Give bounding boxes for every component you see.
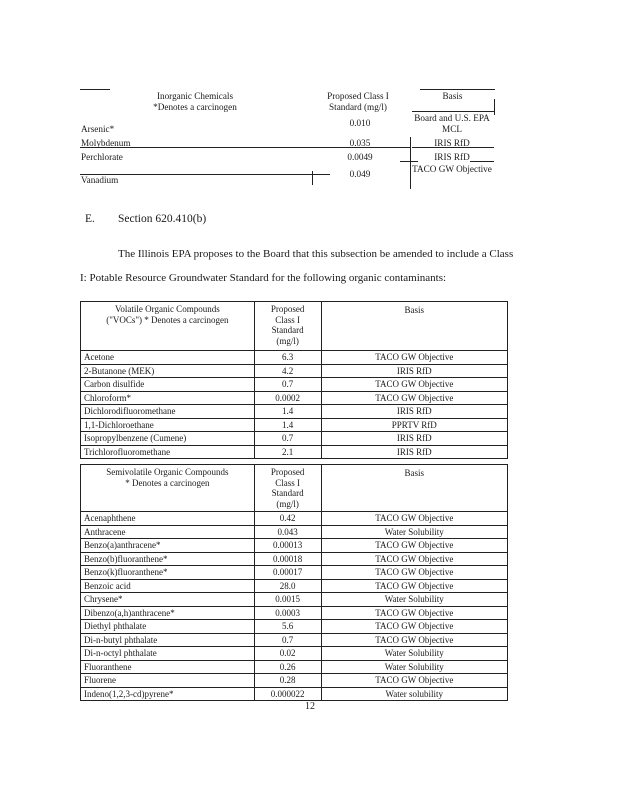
standard-value: 0.7 bbox=[254, 378, 321, 392]
voc-table bbox=[80, 301, 508, 459]
chemical-name: Isopropylbenzene (Cumene) bbox=[81, 432, 255, 446]
inorganic-row-name: Perchlorate bbox=[81, 152, 123, 162]
chemical-name: Trichlorofluoromethane bbox=[81, 445, 255, 459]
basis: TACO GW Objective bbox=[321, 539, 507, 553]
voc-header-basis: Basis bbox=[321, 302, 507, 351]
standard-value: 5.6 bbox=[254, 620, 321, 634]
basis: TACO GW Objective bbox=[321, 378, 507, 392]
rule bbox=[312, 171, 313, 185]
inorganic-row-basis: IRIS RfD bbox=[434, 152, 470, 162]
svoc-header-standard bbox=[254, 465, 321, 512]
standard-value: 1.4 bbox=[254, 418, 321, 432]
chemical-name: Benzoic acid bbox=[81, 579, 255, 593]
voc-header-std-line2: Class I bbox=[275, 314, 301, 325]
table-row bbox=[81, 633, 508, 647]
basis: IRIS RfD bbox=[321, 432, 507, 446]
inorganic-row-basis: IRIS RfD bbox=[434, 138, 470, 148]
standard-value: 0.00017 bbox=[254, 566, 321, 580]
chemical-name: Acenaphthene bbox=[81, 512, 255, 526]
chemical-name: 2-Butanone (MEK) bbox=[81, 364, 255, 378]
table-row bbox=[81, 660, 508, 674]
voc-header-chem-line1: Volatile Organic Compounds bbox=[115, 304, 220, 314]
basis: Water Solubility bbox=[321, 647, 507, 661]
basis: TACO GW Objective bbox=[321, 512, 507, 526]
standard-value: 6.3 bbox=[254, 351, 321, 365]
svoc-header-basis: Basis bbox=[321, 465, 507, 512]
section-letter: E. bbox=[85, 213, 95, 225]
table-row bbox=[81, 445, 508, 459]
standard-value: 0.0003 bbox=[254, 606, 321, 620]
standard-value: 0.42 bbox=[254, 512, 321, 526]
table-row bbox=[81, 364, 508, 378]
basis: TACO GW Objective bbox=[321, 351, 507, 365]
chemical-name: Di-n-octyl phthalate bbox=[81, 647, 255, 661]
svoc-header-std-line4: (mg/l) bbox=[276, 498, 299, 509]
rule bbox=[80, 89, 110, 90]
basis: Water solubility bbox=[321, 687, 507, 701]
standard-value: 0.0002 bbox=[254, 391, 321, 405]
standard-value: 1.4 bbox=[254, 405, 321, 419]
voc-header-std-line4: (mg/l) bbox=[276, 335, 299, 346]
inorganic-row-value: 0.0049 bbox=[347, 152, 373, 162]
table-row bbox=[81, 432, 508, 446]
basis: TACO GW Objective bbox=[321, 674, 507, 688]
svoc-header-chemicals bbox=[81, 465, 255, 512]
basis: TACO GW Objective bbox=[321, 633, 507, 647]
chemical-name: Chloroform* bbox=[81, 391, 255, 405]
standard-value: 0.7 bbox=[254, 432, 321, 446]
table-row bbox=[81, 391, 508, 405]
table-row bbox=[81, 351, 508, 365]
standard-value: 28.0 bbox=[254, 579, 321, 593]
voc-header-chemicals bbox=[81, 302, 255, 351]
inorganic-header-chem-line1: Inorganic Chemicals bbox=[156, 91, 234, 101]
table-row bbox=[81, 378, 508, 392]
inorganic-row-value: 0.010 bbox=[349, 118, 371, 128]
inorganic-header-standard bbox=[318, 91, 398, 112]
voc-header-std-line3: Standard bbox=[271, 325, 304, 335]
svoc-header-chem-line2: * Denotes a carcinogen bbox=[125, 477, 210, 488]
inorganic-header-chemicals bbox=[130, 91, 260, 112]
section-paragraph-line2: I: Potable Resource Groundwater Standard for the following organic contaminants: bbox=[80, 272, 447, 284]
chemical-name: Dibenzo(a,h)anthracene* bbox=[81, 606, 255, 620]
table-row bbox=[81, 512, 508, 526]
standard-value: 0.000022 bbox=[254, 687, 321, 701]
svoc-header-chem-line1: Semivolatile Organic Compounds bbox=[106, 467, 229, 477]
voc-header-chem-line2: ("VOCs") * Denotes a carcinogen bbox=[106, 314, 229, 325]
standard-value: 0.043 bbox=[254, 525, 321, 539]
standard-value: 0.26 bbox=[254, 660, 321, 674]
table-row bbox=[81, 674, 508, 688]
table-row bbox=[81, 552, 508, 566]
chemical-name: 1,1-Dichloroethane bbox=[81, 418, 255, 432]
svoc-header-std-line2: Class I bbox=[275, 477, 301, 488]
rule bbox=[494, 99, 495, 115]
table-row bbox=[81, 579, 508, 593]
basis: TACO GW Objective bbox=[321, 606, 507, 620]
chemical-name: Benzo(a)anthracene* bbox=[81, 539, 255, 553]
basis: Water Solubility bbox=[321, 660, 507, 674]
basis: TACO GW Objective bbox=[321, 552, 507, 566]
basis: PPRTV RfD bbox=[321, 418, 507, 432]
standard-value: 0.0015 bbox=[254, 593, 321, 607]
inorganic-header-std-line2: Standard (mg/l) bbox=[329, 101, 387, 112]
basis: Water Solubility bbox=[321, 525, 507, 539]
basis: TACO GW Objective bbox=[321, 566, 507, 580]
table-row bbox=[81, 418, 508, 432]
table-row bbox=[81, 539, 508, 553]
voc-header-row bbox=[81, 302, 508, 351]
inorganic-row-name: Molybdenum bbox=[81, 138, 131, 148]
table-row bbox=[81, 566, 508, 580]
chemical-name: Indeno(1,2,3-cd)pyrene* bbox=[81, 687, 255, 701]
standard-value: 0.28 bbox=[254, 674, 321, 688]
standard-value: 0.7 bbox=[254, 633, 321, 647]
chemical-name: Diethyl phthalate bbox=[81, 620, 255, 634]
table-row bbox=[81, 405, 508, 419]
standard-value: 2.1 bbox=[254, 445, 321, 459]
svoc-table bbox=[80, 464, 508, 701]
inorganic-row-name: Vanadium bbox=[81, 175, 119, 185]
section-paragraph-line1: The Illinois EPA proposes to the Board that this subsection be amended to include a Class bbox=[118, 248, 514, 260]
basis: TACO GW Objective bbox=[321, 620, 507, 634]
chemical-name: Anthracene bbox=[81, 525, 255, 539]
voc-header-std-line1: Proposed bbox=[270, 304, 305, 314]
standard-value: 0.00018 bbox=[254, 552, 321, 566]
chemical-name: Fluoranthene bbox=[81, 660, 255, 674]
table-row bbox=[81, 647, 508, 661]
table-row bbox=[81, 525, 508, 539]
basis: TACO GW Objective bbox=[321, 579, 507, 593]
chemical-name: Fluorene bbox=[81, 674, 255, 688]
inorganic-row-name: Arsenic* bbox=[81, 124, 115, 134]
svoc-header-row bbox=[81, 465, 508, 512]
voc-header-standard bbox=[254, 302, 321, 351]
basis: IRIS RfD bbox=[321, 405, 507, 419]
table-row bbox=[81, 593, 508, 607]
page-number: 12 bbox=[305, 701, 315, 712]
basis: IRIS RfD bbox=[321, 364, 507, 378]
chemical-name: Carbon disulfide bbox=[81, 378, 255, 392]
chemical-name: Acetone bbox=[81, 351, 255, 365]
inorganic-row-value: 0.049 bbox=[349, 169, 371, 179]
inorganic-row-value: 0.035 bbox=[349, 138, 371, 148]
inorganic-header-basis: Basis bbox=[442, 91, 463, 101]
standard-value: 4.2 bbox=[254, 364, 321, 378]
chemical-name: Dichlorodifluoromethane bbox=[81, 405, 255, 419]
table-row bbox=[81, 606, 508, 620]
inorganic-row-basis: Board and U.S. EPA MCL bbox=[414, 113, 490, 134]
basis: TACO GW Objective bbox=[321, 391, 507, 405]
table-row bbox=[81, 620, 508, 634]
rule bbox=[420, 89, 495, 90]
chemical-name: Di-n-butyl phthalate bbox=[81, 633, 255, 647]
svoc-header-std-line3: Standard bbox=[271, 488, 304, 498]
basis: Water Solubility bbox=[321, 593, 507, 607]
chemical-name: Benzo(k)fluoranthene* bbox=[81, 566, 255, 580]
inorganic-row-basis: TACO GW Objective bbox=[412, 164, 492, 174]
table-row bbox=[81, 687, 508, 701]
standard-value: 0.02 bbox=[254, 647, 321, 661]
section-title: Section 620.410(b) bbox=[118, 213, 207, 225]
rule bbox=[412, 111, 494, 112]
chemical-name: Chrysene* bbox=[81, 593, 255, 607]
svoc-header-std-line1: Proposed bbox=[270, 467, 305, 477]
inorganic-header-std-line1: Proposed Class I bbox=[327, 91, 389, 101]
rule bbox=[410, 137, 411, 189]
chemical-name: Benzo(b)fluoranthene* bbox=[81, 552, 255, 566]
standard-value: 0.00013 bbox=[254, 539, 321, 553]
inorganic-header-chem-line2: *Denotes a carcinogen bbox=[153, 101, 237, 112]
basis: IRIS RfD bbox=[321, 445, 507, 459]
